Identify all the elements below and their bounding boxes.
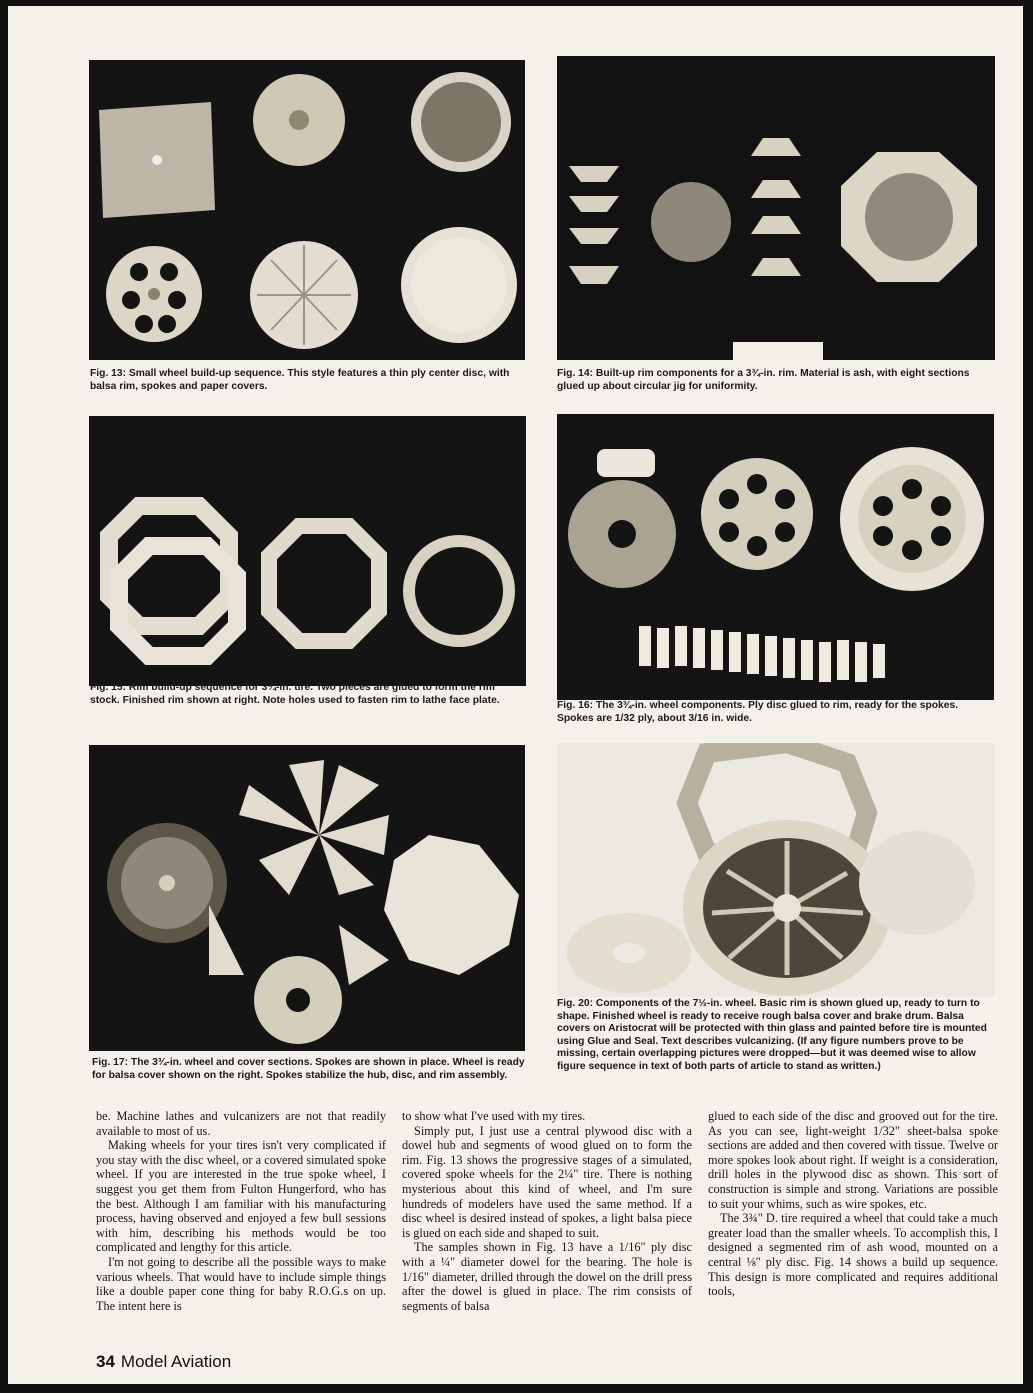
text-column-3 <box>708 1109 998 1349</box>
fig14-photo <box>557 56 995 360</box>
magazine-page <box>8 6 1023 1384</box>
publication-name: Model Aviation <box>120 1352 232 1371</box>
paragraph: be. Machine lathes and vulcanizers are not that readily available to most of us. <box>96 1109 386 1138</box>
fig17-caption: Fig. 17: The 3¾-in. wheel and cover sections. Spokes are shown in place. Wheel is ready for balsa cover shown on the right. Spokes stabilize the hub, disc, and rim assembly. <box>92 1057 525 1081</box>
paragraph: Simply put, I just use a central plywood disc with a dowel hub and segments of wood glued on to form the rim. Fig. 13 shows the progressive stages of a simulated, covered spoke wheels for the 2¼" tire. There is nothing mysterious about this kind of wheel, and I'm sure hundreds of modelers have used the same method. If a disc wheel is desired instead of spokes, a light balsa piece is glued on each side and shaped to suit. <box>402 1123 692 1240</box>
rim-sequence-image <box>89 416 526 686</box>
paragraph: The 3¾" D. tire required a wheel that could take a much greater load than the smaller wheels. To accomplish this, I designed a segmented rim of ash wood, mounted on a central ⅛" ply disc. Fig. 14 shows a build up sequence. This design is more complicated and requires additional tools, <box>708 1211 998 1299</box>
paragraph: Making wheels for your tires isn't very complicated if you stay with the disc wheel, or a covered simulated spoke wheel. If you are interested in the true spoke wheel, I suggest you get them from Fulton Hungerford, who has the best. Although I am familiar with his manufacturing process, having observed and enjoyed a few bull sessions with him, describing his methods would be too complicated and lengthy for this article. <box>96 1138 386 1255</box>
wheel-covers-image <box>89 745 525 1051</box>
fig17-photo <box>89 745 525 1051</box>
fig20-caption: Fig. 20: Components of the 7½-in. wheel. Basic rim is shown glued up, ready to turn to shape. Finished wheel is ready to receive rough balsa cover and brake drum. Balsa covers on Aristocrat will be protected with thin glass and painted before tire is mounted using Glue and Seal. Text describes vulcanizing. (If any figure numbers prove to be missing, certain overlapping pictures were dropped—but it was deemed wise to allow figure sequence in text of both parts of article to stand as written.) <box>557 998 987 1072</box>
paragraph: glued to each side of the disc and grooved out for the tire. As you can see, light-weight 1/32" sheet-balsa spoke sections are added and then covered with tissue. Twelve or more spokes look about right. If weight is a consideration, drill holes in the plywood disc as shown. This sort of construction is simple and strong. Variations are possible to suit your whims, such as wire spokes, etc. <box>708 1109 998 1211</box>
fig14-caption: Fig. 14: Built-up rim components for a 3¾-in. rim. Material is ash, with eight sections glued up about circular jig for uniformity. <box>557 368 970 392</box>
wheel-components-image <box>557 414 994 700</box>
text-column-1 <box>96 1109 386 1349</box>
paragraph: The samples shown in Fig. 13 have a 1/16" ply disc with a ¼" diameter dowel for the bearing. The hole is 1/16" diameter, drilled through the dowel on the drill press after the dowel is glued in place. The rim consists of segments of balsa <box>402 1240 692 1313</box>
text-column-2 <box>402 1109 692 1349</box>
fig15-photo <box>89 416 526 686</box>
page-folio <box>96 1352 231 1372</box>
fig13-photo <box>89 60 525 360</box>
paragraph: I'm not going to describe all the possible ways to make various wheels. That would have to include simple things like a double paper cone thing for baby R.O.G.s on up. The intent here is <box>96 1254 386 1313</box>
wheel-sequence-image <box>89 60 525 360</box>
fig16-photo <box>557 414 994 700</box>
fig20-photo <box>557 743 995 997</box>
fig16-caption: Fig. 16: The 3¾-in. wheel components. Ply disc glued to rim, ready for the spokes. Spokes are 1/32 ply, about 3/16 in. wide. <box>557 700 959 724</box>
large-wheel-image <box>557 743 995 997</box>
rim-components-image <box>557 56 995 360</box>
fig13-caption: Fig. 13: Small wheel build-up sequence. This style features a thin ply center disc, with balsa rim, spokes and paper covers. <box>90 368 510 392</box>
fig15-caption: Fig. 15: Rim build-up sequence for 3¾-in. tire. Two pieces are glued to form the rim stock. Finished rim shown at right. Note holes used to fasten rim to lathe face plate. <box>90 682 500 706</box>
page-number: 34 <box>96 1352 115 1371</box>
paragraph: to show what I've used with my tires. <box>402 1109 586 1123</box>
